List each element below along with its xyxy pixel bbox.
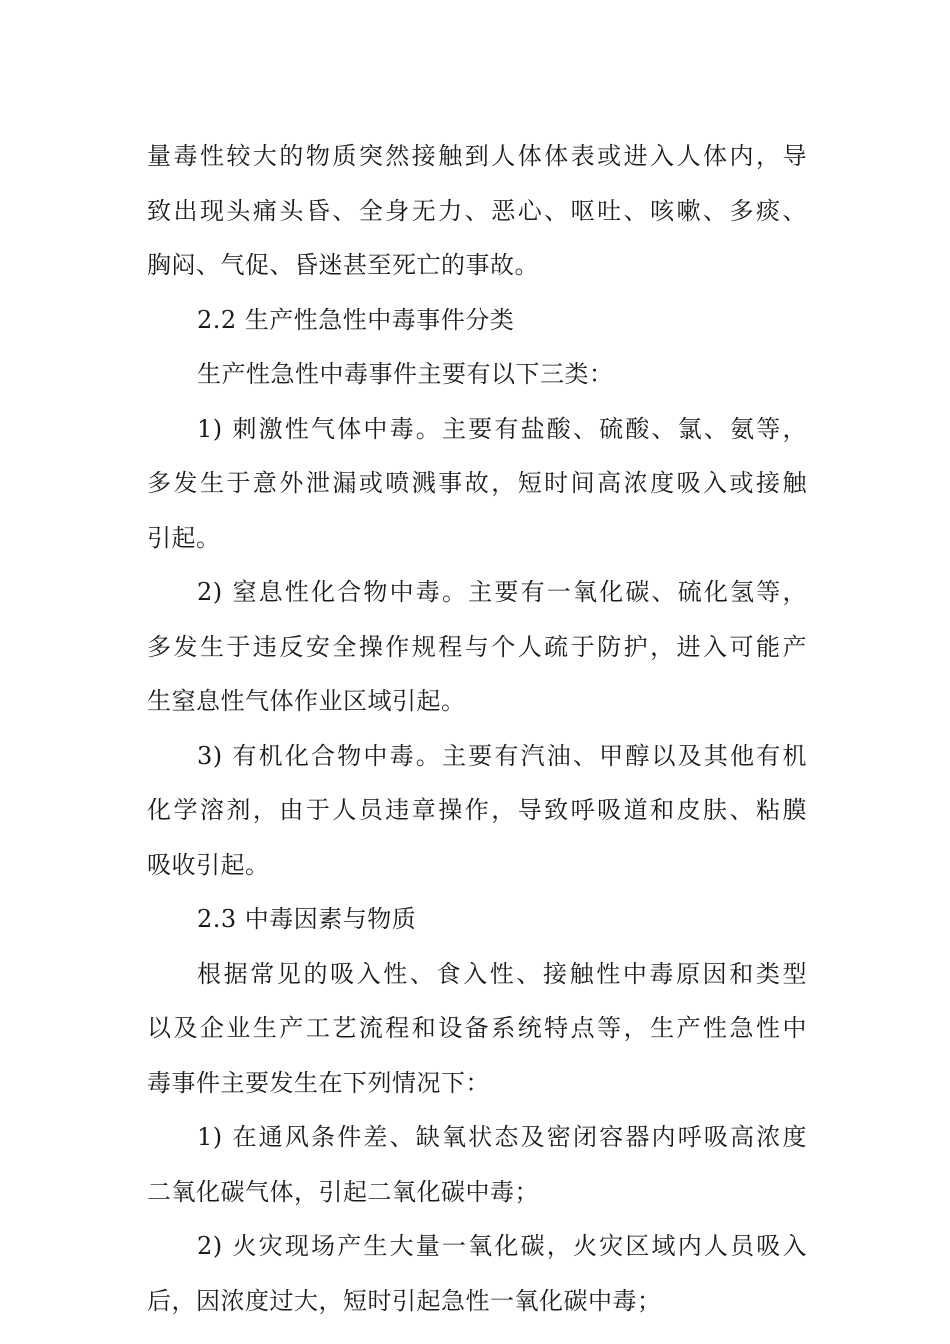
list-item-line: 1) 在通风条件差、缺氧状态及密闭容器内呼吸高浓度	[197, 1123, 807, 1151]
body-text-line: 胸闷、气促、昏迷甚至死亡的事故。	[147, 251, 539, 279]
section-heading-2-2: 2.2 生产性急性中毒事件分类	[197, 305, 515, 334]
body-text-line: 多发生于违反安全操作规程与个人疏于防护，进入可能产	[147, 632, 807, 661]
section-heading-2-3: 2.3 中毒因素与物质	[197, 905, 417, 933]
body-text-line: 生窒息性气体作业区域引起。	[147, 687, 466, 715]
body-text-line: 致出现头痛头昏、全身无力、恶心、呕吐、咳嗽、多痰、	[147, 196, 807, 225]
body-text-line: 引起。	[147, 523, 221, 552]
list-item-line: 2) 火灾现场产生大量一氧化碳，火灾区域内人员吸入	[197, 1232, 807, 1260]
body-text-line: 后，因浓度过大，短时引起急性一氧化碳中毒；	[147, 1286, 662, 1315]
body-text-line: 吸收引起。	[147, 850, 270, 879]
document-body	[147, 129, 807, 1328]
body-text-line: 化学溶剂，由于人员违章操作，导致呼吸道和皮肤、粘膜	[147, 796, 807, 824]
body-text-line: 根据常见的吸入性、食入性、接触性中毒原因和类型	[197, 959, 807, 988]
list-item-line: 3) 有机化合物中毒。主要有汽油、甲醇以及其他有机	[197, 741, 807, 770]
body-text-line: 以及企业生产工艺流程和设备系统特点等，生产性急性中	[147, 1014, 807, 1042]
list-item-line: 2) 窒息性化合物中毒。主要有一氧化碳、硫化氢等，	[197, 578, 807, 606]
body-text-line: 二氧化碳气体，引起二氧化碳中毒；	[147, 1177, 539, 1206]
body-text-line: 毒事件主要发生在下列情况下：	[147, 1068, 490, 1097]
body-text-line: 生产性急性中毒事件主要有以下三类：	[197, 360, 614, 388]
body-text-line: 多发生于意外泄漏或喷溅事故，短时间高浓度吸入或接触	[147, 469, 807, 497]
body-text-line: 量毒性较大的物质突然接触到人体体表或进入人体内，导	[147, 142, 807, 170]
list-item-line: 1) 刺激性气体中毒。主要有盐酸、硫酸、氯、氨等，	[197, 414, 807, 443]
